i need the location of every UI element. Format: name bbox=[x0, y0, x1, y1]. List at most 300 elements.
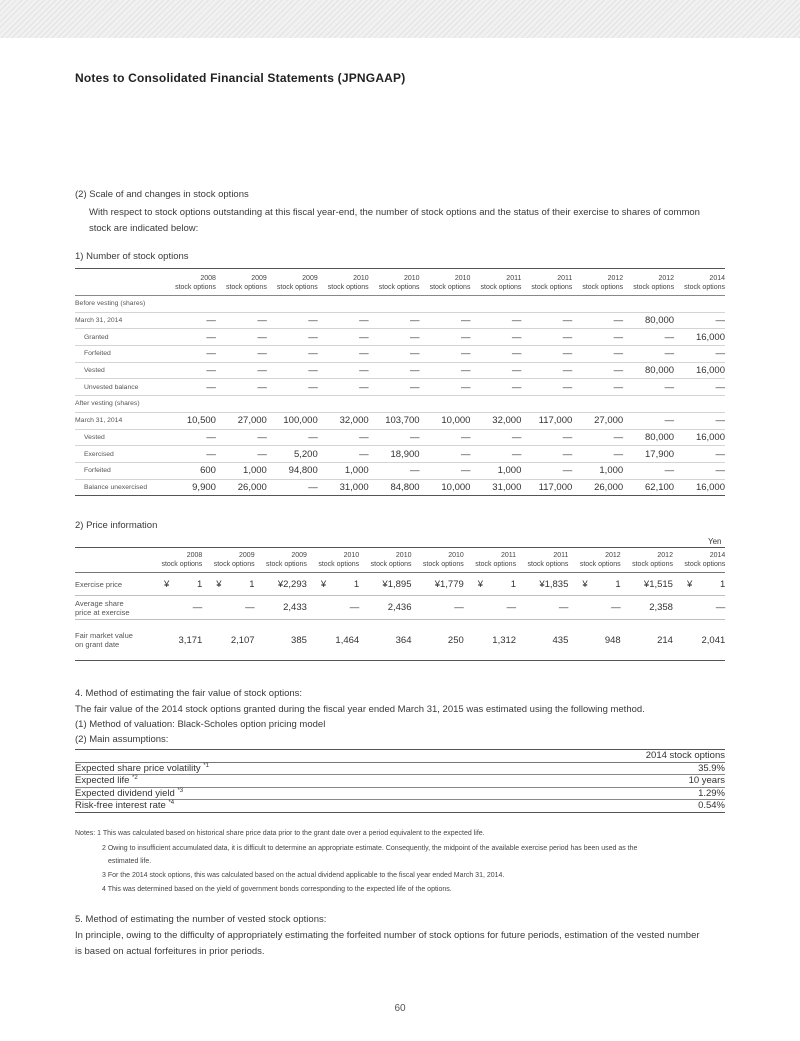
table-cell bbox=[420, 296, 471, 313]
column-year: 2009 bbox=[302, 275, 318, 282]
table-row bbox=[75, 312, 725, 329]
table-cell: — bbox=[420, 312, 471, 329]
table-cell bbox=[202, 573, 254, 596]
table-cell: — bbox=[411, 596, 463, 620]
table-cell: — bbox=[307, 596, 359, 620]
table-cell: — bbox=[216, 379, 267, 396]
table-cell: — bbox=[369, 429, 420, 446]
table-cell: — bbox=[267, 346, 318, 363]
table-cell: — bbox=[521, 429, 572, 446]
table-cell bbox=[674, 396, 725, 413]
table-cell: 18,900 bbox=[369, 446, 420, 463]
table-cell: 27,000 bbox=[216, 412, 267, 429]
table-row bbox=[75, 362, 725, 379]
assumptions-table bbox=[75, 749, 725, 813]
column-header bbox=[369, 269, 420, 296]
table-cell: — bbox=[369, 462, 420, 479]
table-cell: 1,000 bbox=[318, 462, 369, 479]
table-cell: — bbox=[623, 412, 674, 429]
table-cell: — bbox=[165, 346, 216, 363]
table-cell: ¥1,515 bbox=[621, 573, 673, 596]
table-cell bbox=[572, 296, 623, 313]
column-header bbox=[165, 269, 216, 296]
table-cell bbox=[165, 396, 216, 413]
table-cell: 9,900 bbox=[165, 479, 216, 496]
table-cell: — bbox=[369, 362, 420, 379]
table-cell bbox=[521, 296, 572, 313]
table-cell: — bbox=[521, 379, 572, 396]
column-year: 2011 bbox=[506, 275, 522, 282]
section5-line1: In principle, owing to the difficulty of appropriately estimating the forfeited number of stock options for future periods, estimation of the vested number bbox=[75, 930, 700, 941]
column-year: 2009 bbox=[251, 275, 267, 282]
table-header-row bbox=[75, 269, 725, 296]
assumption-row bbox=[75, 800, 725, 813]
table-cell bbox=[673, 573, 725, 596]
assumption-label-cell bbox=[75, 800, 525, 813]
table-cell: 948 bbox=[568, 620, 620, 661]
column-label: stock options bbox=[370, 561, 412, 568]
table-cell: 600 bbox=[165, 462, 216, 479]
column-year: 2012 bbox=[605, 552, 621, 559]
table-cell: 62,100 bbox=[623, 479, 674, 496]
table-cell: — bbox=[150, 596, 202, 620]
table-cell bbox=[267, 296, 318, 313]
table-cell: 26,000 bbox=[572, 479, 623, 496]
table-cell: 5,200 bbox=[267, 446, 318, 463]
table-cell: 31,000 bbox=[318, 479, 369, 496]
table-cell: 80,000 bbox=[623, 362, 674, 379]
table-cell: — bbox=[165, 429, 216, 446]
yen-amount: 1 bbox=[615, 578, 621, 590]
assumption-value: 10 years bbox=[525, 775, 725, 788]
table-cell: — bbox=[464, 596, 516, 620]
assumptions-column-header: 2014 stock options bbox=[525, 750, 725, 763]
footnote-mark: *4 bbox=[168, 800, 175, 807]
table-cell: — bbox=[623, 379, 674, 396]
table-cell: 100,000 bbox=[267, 412, 318, 429]
table-cell bbox=[420, 396, 471, 413]
footnote-mark: *1 bbox=[203, 762, 209, 769]
table-cell: — bbox=[674, 462, 725, 479]
table-cell: — bbox=[267, 312, 318, 329]
column-year: 2011 bbox=[501, 552, 517, 559]
table-cell: — bbox=[267, 479, 318, 496]
table-row bbox=[75, 462, 725, 479]
table-cell: — bbox=[420, 379, 471, 396]
table-cell bbox=[623, 396, 674, 413]
table-cell bbox=[369, 396, 420, 413]
column-label: stock options bbox=[318, 561, 360, 568]
table-cell: 1,000 bbox=[470, 462, 521, 479]
table-cell: 10,000 bbox=[420, 479, 471, 496]
column-header bbox=[568, 548, 620, 573]
column-header bbox=[411, 548, 463, 573]
section4-line3: (2) Main assumptions: bbox=[75, 734, 169, 745]
assumption-label: Expected life bbox=[75, 775, 130, 787]
row-label bbox=[75, 596, 150, 620]
table-cell bbox=[165, 296, 216, 313]
table-cell: — bbox=[568, 596, 620, 620]
table-cell: 117,000 bbox=[521, 479, 572, 496]
row-label: Forfeited bbox=[75, 462, 165, 479]
yen-amount: 1 bbox=[719, 578, 726, 590]
yen-sign: ¥ bbox=[686, 578, 693, 590]
assumption-label: Risk-free interest rate bbox=[75, 800, 166, 812]
table-cell: 1,312 bbox=[464, 620, 516, 661]
yen-amount: 1 bbox=[353, 578, 360, 590]
price-information-heading: 2) Price information bbox=[75, 520, 158, 531]
table-cell bbox=[307, 573, 359, 596]
column-header bbox=[359, 548, 411, 573]
table-cell: — bbox=[216, 446, 267, 463]
column-year: 2010 bbox=[403, 275, 420, 282]
column-header bbox=[470, 269, 521, 296]
column-year: 2012 bbox=[657, 552, 673, 559]
table-cell bbox=[568, 573, 620, 596]
section2-intro-line2: stock are indicated below: bbox=[89, 223, 199, 234]
yen-amount: 1 bbox=[197, 578, 203, 590]
column-header bbox=[521, 269, 572, 296]
section4-line2: (1) Method of valuation: Black-Scholes option pricing model bbox=[75, 719, 326, 730]
row-label: Vested bbox=[75, 362, 165, 379]
yen-amount: 1 bbox=[510, 578, 517, 590]
table-cell: 2,358 bbox=[621, 596, 673, 620]
table-cell: 250 bbox=[411, 620, 463, 661]
table-cell: — bbox=[521, 312, 572, 329]
table-row bbox=[75, 329, 725, 346]
column-header bbox=[674, 269, 725, 296]
table-cell: — bbox=[521, 346, 572, 363]
column-header bbox=[318, 269, 369, 296]
footnote-mark: *3 bbox=[177, 787, 184, 794]
column-label: stock options bbox=[175, 284, 216, 291]
column-header bbox=[150, 548, 202, 573]
note-2: 2 Owing to insufficient accumulated data, it is difficult to determine an appropriate estimate. Consequently, the midpoint of the available exercise period has been used as the bbox=[102, 845, 638, 852]
column-year: 2014 bbox=[709, 275, 725, 282]
column-year: 2009 bbox=[291, 552, 307, 559]
yen-split bbox=[202, 579, 254, 590]
table-cell bbox=[464, 573, 516, 596]
section2-heading: (2) Scale of and changes in stock options bbox=[75, 189, 249, 200]
yen-split bbox=[673, 579, 725, 590]
table-cell: — bbox=[318, 312, 369, 329]
table-cell bbox=[521, 396, 572, 413]
column-label: stock options bbox=[422, 561, 464, 568]
column-header bbox=[202, 548, 254, 573]
table-cell: — bbox=[318, 329, 369, 346]
column-label: stock options bbox=[475, 561, 517, 568]
table-cell: 27,000 bbox=[572, 412, 623, 429]
table-cell: — bbox=[470, 329, 521, 346]
table-row bbox=[75, 346, 725, 363]
table-cell: 2,436 bbox=[359, 596, 411, 620]
table-cell: — bbox=[572, 379, 623, 396]
row-label: Exercised bbox=[75, 446, 165, 463]
section4-heading: 4. Method of estimating the fair value of stock options: bbox=[75, 688, 303, 699]
assumption-value: 1.29% bbox=[525, 787, 725, 800]
table-cell: — bbox=[572, 362, 623, 379]
table-cell: — bbox=[165, 362, 216, 379]
number-of-options-heading: 1) Number of stock options bbox=[75, 251, 189, 262]
table-cell: 32,000 bbox=[318, 412, 369, 429]
column-header bbox=[307, 548, 359, 573]
table-cell: 80,000 bbox=[623, 312, 674, 329]
page-number: 60 bbox=[394, 1003, 406, 1014]
yen-amount: 1 bbox=[249, 578, 255, 590]
table-row bbox=[75, 596, 725, 620]
row-label bbox=[75, 620, 150, 661]
table-cell: — bbox=[521, 329, 572, 346]
table-cell bbox=[150, 573, 202, 596]
table-cell: — bbox=[165, 446, 216, 463]
table-cell: — bbox=[572, 429, 623, 446]
column-label: stock options bbox=[684, 561, 726, 568]
column-label: stock options bbox=[582, 284, 624, 291]
table-cell: 1,000 bbox=[572, 462, 623, 479]
column-header bbox=[516, 548, 568, 573]
table-cell: — bbox=[369, 379, 420, 396]
assumption-label-cell bbox=[75, 775, 525, 788]
table-cell bbox=[470, 396, 521, 413]
table-cell: 10,500 bbox=[165, 412, 216, 429]
yen-sign: ¥ bbox=[164, 578, 170, 590]
table-cell: 94,800 bbox=[267, 462, 318, 479]
column-label: stock options bbox=[531, 284, 573, 291]
table-cell: 16,000 bbox=[674, 362, 725, 379]
table-cell: 2,107 bbox=[202, 620, 254, 661]
table-cell: — bbox=[318, 346, 369, 363]
table-cell: — bbox=[516, 596, 568, 620]
table-cell: — bbox=[216, 362, 267, 379]
column-header bbox=[673, 548, 725, 573]
row-label-line1: Exercise price bbox=[75, 579, 123, 589]
table-cell: ¥1,895 bbox=[359, 573, 411, 596]
column-label: stock options bbox=[429, 284, 471, 291]
column-header bbox=[621, 548, 673, 573]
table-cell: — bbox=[470, 429, 521, 446]
table-cell: — bbox=[202, 596, 254, 620]
assumption-row bbox=[75, 787, 725, 800]
table-row bbox=[75, 296, 725, 313]
table-cell: — bbox=[470, 312, 521, 329]
table-cell: — bbox=[369, 329, 420, 346]
table-cell bbox=[216, 296, 267, 313]
header-pattern-band bbox=[0, 0, 800, 38]
section4-line1: The fair value of the 2014 stock options granted during the fiscal year ended March 31, 2015 was estimated using the following method. bbox=[75, 704, 645, 715]
column-header bbox=[464, 548, 516, 573]
table-row bbox=[75, 396, 725, 413]
column-year: 2008 bbox=[186, 552, 203, 559]
assumption-value: 35.9% bbox=[525, 762, 725, 775]
assumption-row bbox=[75, 762, 725, 775]
yen-sign: ¥ bbox=[216, 578, 222, 590]
table-cell: — bbox=[318, 429, 369, 446]
column-year: 2008 bbox=[200, 275, 216, 282]
page-title: Notes to Consolidated Financial Statements (JPNGAAP) bbox=[75, 71, 406, 85]
row-label: Vested bbox=[75, 429, 165, 446]
column-year: 2010 bbox=[448, 552, 464, 559]
yen-split bbox=[568, 579, 620, 590]
table-cell: — bbox=[521, 446, 572, 463]
table-cell: — bbox=[165, 312, 216, 329]
table-cell: 16,000 bbox=[674, 479, 725, 496]
table-cell bbox=[369, 296, 420, 313]
table-cell: — bbox=[470, 379, 521, 396]
table-cell bbox=[623, 296, 674, 313]
table-cell: 84,800 bbox=[369, 479, 420, 496]
assumption-label-cell bbox=[75, 762, 525, 775]
column-year: 2010 bbox=[454, 275, 471, 282]
footnote-mark: *2 bbox=[132, 775, 138, 782]
yen-sign: ¥ bbox=[320, 578, 327, 590]
table-cell: — bbox=[420, 429, 471, 446]
column-year: 2014 bbox=[709, 552, 726, 559]
column-year: 2010 bbox=[343, 552, 360, 559]
assumptions-header-row bbox=[75, 750, 725, 763]
row-label: Forfeited bbox=[75, 346, 165, 363]
table-cell: 214 bbox=[621, 620, 673, 661]
table-header-row bbox=[75, 548, 725, 573]
table-cell bbox=[470, 296, 521, 313]
column-header bbox=[623, 269, 674, 296]
table-cell bbox=[267, 396, 318, 413]
table-cell: — bbox=[572, 329, 623, 346]
table-cell: — bbox=[267, 362, 318, 379]
column-year: 2010 bbox=[395, 552, 412, 559]
yen-sign: ¥ bbox=[582, 578, 588, 590]
table-cell: 435 bbox=[516, 620, 568, 661]
row-label: Before vesting (shares) bbox=[75, 296, 165, 313]
stock-options-number-table bbox=[75, 268, 725, 496]
column-year: 2011 bbox=[557, 275, 573, 282]
column-year: 2010 bbox=[353, 275, 369, 282]
column-label: stock options bbox=[633, 284, 675, 291]
column-label: stock options bbox=[632, 561, 673, 568]
assumption-row bbox=[75, 775, 725, 788]
table-cell: — bbox=[470, 446, 521, 463]
assumption-label: Expected share price volatility bbox=[75, 762, 201, 774]
row-label-line2: on grant date bbox=[75, 640, 120, 649]
table-cell: — bbox=[420, 446, 471, 463]
note-1: Notes: 1 This was calculated based on historical share price data prior to the grant date over a period equivalent to the expected life. bbox=[75, 830, 485, 837]
table-row bbox=[75, 379, 725, 396]
table-cell: — bbox=[674, 379, 725, 396]
table-cell: — bbox=[521, 362, 572, 379]
table-cell: — bbox=[572, 312, 623, 329]
table-cell: — bbox=[623, 329, 674, 346]
table-cell: — bbox=[420, 362, 471, 379]
table-cell: — bbox=[165, 329, 216, 346]
table-row bbox=[75, 412, 725, 429]
table-cell: — bbox=[267, 329, 318, 346]
column-year: 2011 bbox=[553, 552, 569, 559]
row-label: Balance unexercised bbox=[75, 479, 165, 496]
table-cell: — bbox=[216, 346, 267, 363]
table-cell: — bbox=[318, 379, 369, 396]
column-label: stock options bbox=[266, 561, 307, 568]
column-header bbox=[420, 269, 471, 296]
row-label: After vesting (shares) bbox=[75, 396, 165, 413]
table-cell: — bbox=[420, 329, 471, 346]
table-cell: — bbox=[216, 329, 267, 346]
table-cell bbox=[318, 396, 369, 413]
assumption-label-cell bbox=[75, 787, 525, 800]
note-2-cont: estimated life. bbox=[108, 858, 152, 865]
table-cell: 10,000 bbox=[420, 412, 471, 429]
table-cell: — bbox=[521, 462, 572, 479]
table-cell: ¥1,835 bbox=[516, 573, 568, 596]
table-row bbox=[75, 429, 725, 446]
column-label: stock options bbox=[684, 284, 725, 291]
column-year: 2012 bbox=[607, 275, 624, 282]
column-label: stock options bbox=[527, 561, 569, 568]
table-cell: — bbox=[369, 346, 420, 363]
table-cell: — bbox=[623, 346, 674, 363]
unit-label: Yen bbox=[708, 537, 722, 546]
column-label: stock options bbox=[378, 284, 420, 291]
table-cell: — bbox=[318, 446, 369, 463]
table-cell: 16,000 bbox=[674, 329, 725, 346]
assumption-label: Expected dividend yield bbox=[75, 787, 175, 799]
table-row bbox=[75, 573, 725, 596]
section5-heading: 5. Method of estimating the number of vested stock options: bbox=[75, 914, 327, 925]
table-cell: 26,000 bbox=[216, 479, 267, 496]
table-cell: — bbox=[674, 346, 725, 363]
table-cell: — bbox=[369, 312, 420, 329]
table-cell: — bbox=[420, 346, 471, 363]
price-information-table bbox=[75, 547, 725, 661]
table-cell: — bbox=[420, 462, 471, 479]
table-cell bbox=[318, 296, 369, 313]
yen-split bbox=[464, 579, 516, 590]
table-cell: 17,900 bbox=[623, 446, 674, 463]
table-cell bbox=[674, 296, 725, 313]
table-cell: — bbox=[674, 312, 725, 329]
table-row bbox=[75, 446, 725, 463]
column-label: stock options bbox=[161, 561, 203, 568]
column-label: stock options bbox=[276, 284, 318, 291]
yen-split bbox=[307, 579, 359, 590]
column-header bbox=[255, 548, 307, 573]
table-cell: — bbox=[674, 446, 725, 463]
table-cell: 1,464 bbox=[307, 620, 359, 661]
table-cell: — bbox=[470, 362, 521, 379]
note-4: 4 This was determined based on the yield of government bonds corresponding to the expected life of the options. bbox=[102, 886, 452, 893]
yen-split bbox=[150, 579, 202, 590]
table-cell: — bbox=[165, 379, 216, 396]
column-label: stock options bbox=[213, 561, 255, 568]
table-cell: — bbox=[318, 362, 369, 379]
row-label-line1: Average share bbox=[75, 598, 124, 608]
table-cell: 3,171 bbox=[150, 620, 202, 661]
section5-line2: is based on actual forfeitures in prior periods. bbox=[75, 946, 265, 957]
section2-intro-line1: With respect to stock options outstanding at this fiscal year-end, the number of stock options and the status of their exercise to shares of common bbox=[89, 207, 700, 218]
table-cell: 364 bbox=[359, 620, 411, 661]
note-3: 3 For the 2014 stock options, this was calculated based on the actual dividend applicable to the fiscal year ended March 31, 2014. bbox=[102, 872, 505, 879]
table-cell: — bbox=[623, 462, 674, 479]
column-label: stock options bbox=[579, 561, 621, 568]
table-cell: — bbox=[216, 312, 267, 329]
row-label-line2: price at exercise bbox=[75, 607, 130, 617]
row-label-line1: Fair market value bbox=[75, 631, 133, 640]
table-cell bbox=[572, 396, 623, 413]
column-label: stock options bbox=[480, 284, 522, 291]
table-cell: — bbox=[572, 446, 623, 463]
table-cell: 2,433 bbox=[255, 596, 307, 620]
row-label: March 31, 2014 bbox=[75, 312, 165, 329]
column-label: stock options bbox=[225, 284, 267, 291]
table-cell: 117,000 bbox=[521, 412, 572, 429]
